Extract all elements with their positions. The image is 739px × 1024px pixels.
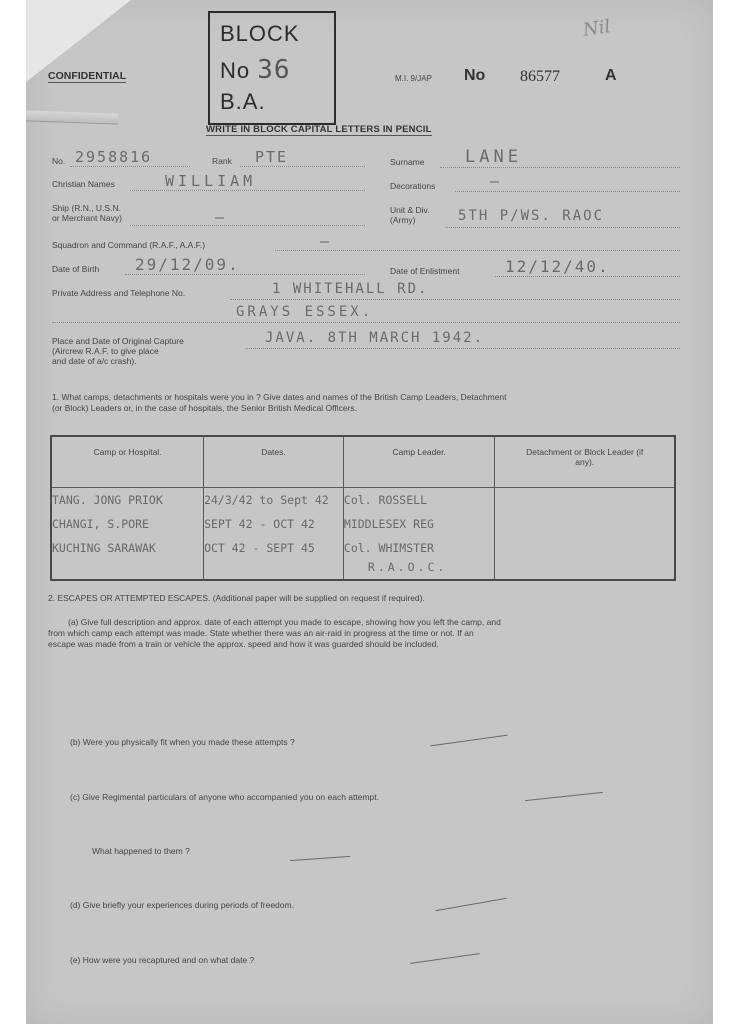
q1-text-2: (or Block) Leaders or, in the case of hospitals, the Senior British Medical Officers.: [52, 403, 358, 413]
capture-value: JAVA. 8TH MARCH 1942.: [265, 330, 485, 346]
stamp-block: BLOCK: [220, 21, 300, 46]
service-no-label: No.: [52, 156, 66, 166]
ship-label-2: or Merchant Navy): [52, 213, 122, 223]
dob-label: Date of Birth: [52, 264, 100, 274]
form-suffix: A: [605, 67, 617, 84]
table-cell: KUCHING SARAWAK: [52, 541, 156, 555]
squadron-label: Squadron and Command (R.A.F., A.A.F.): [52, 240, 206, 250]
table-header-detachment: Detachment or Block Leader (if any).: [495, 436, 675, 488]
decorations-value: —: [490, 172, 502, 190]
corner-note: Nil: [581, 16, 612, 41]
q2c-text: (c) Give Regimental particulars of anyone who accompanied you on each attempt.: [70, 792, 379, 802]
q2-heading: 2. ESCAPES OR ATTEMPTED ESCAPES. (Additional paper will be supplied on request if required).: [48, 593, 425, 603]
confidential-label: CONFIDENTIAL: [48, 70, 127, 82]
table-header-dates: Dates.: [204, 436, 344, 488]
unit-label-1: Unit & Div.: [390, 205, 430, 215]
number-symbol: No: [464, 67, 486, 84]
table-cell: TANG. JONG PRIOK: [52, 493, 163, 507]
table-cell: R.A.O.C.: [367, 560, 448, 574]
christian-names-value: WILLIAM: [165, 172, 257, 190]
address-line-2: GRAYS ESSEX.: [236, 304, 374, 320]
block-stamp: [208, 11, 336, 125]
stamp-no: No: [220, 58, 251, 83]
table-cell: OCT 42 - SEPT 45: [204, 541, 315, 555]
unit-label-2: (Army): [390, 215, 416, 225]
q2d-text: (d) Give briefly your experiences during periods of freedom.: [70, 900, 294, 910]
q1-text-1: 1. What camps, detachments or hospitals were you in ? Give dates and names of the British Camp Leaders, Detachment: [52, 392, 507, 402]
address-label: Private Address and Telephone No.: [52, 288, 186, 298]
detachment-column: [495, 488, 675, 581]
surname-value: LANE: [465, 147, 522, 167]
address-line-1: 1 WHITEHALL RD.: [272, 281, 429, 297]
ship-value: —: [215, 208, 227, 226]
table-header-leader: Camp Leader.: [343, 436, 494, 488]
capture-label-1: Place and Date of Original Capture: [52, 336, 184, 346]
q2c2-text: What happened to them ?: [92, 846, 190, 856]
form-number: 86577: [520, 68, 560, 85]
enlistment-label: Date of Enlistment: [390, 266, 460, 276]
service-no-value: 2958816: [75, 148, 153, 166]
q2a-text-2: from which camp each attempt was made. State whether there was an air-raid in progress at the time or not. If an: [48, 628, 474, 638]
stamp-ba: B.A.: [220, 89, 266, 114]
christian-names-label: Christian Names: [52, 179, 115, 189]
decorations-label: Decorations: [390, 181, 436, 191]
table-cell: Col. ROSSELL: [343, 493, 427, 507]
ship-label-1: Ship (R.N., U.S.N.: [52, 203, 121, 213]
leader-column: [343, 488, 494, 581]
rank-value: PTE: [255, 148, 289, 166]
capture-label-2: (Aircrew R.A.F. to give place: [52, 346, 159, 356]
table-cell: MIDDLESEX REG: [343, 517, 434, 531]
q2b-text: (b) Were you physically fit when you made these attempts ?: [70, 737, 295, 747]
camp-column: [51, 488, 204, 581]
q2a-text-1: (a) Give full description and approx. date of each attempt you made to escape, showing how you left the camp, and: [68, 617, 501, 627]
stamp-number-line: [220, 55, 291, 85]
rank-label: Rank: [212, 156, 232, 166]
stamp-number: 36: [257, 55, 291, 85]
table-header-camp: Camp or Hospital.: [51, 436, 204, 488]
dob-value: 29/12/09.: [135, 255, 240, 274]
table-cell: 24/3/42 to Sept 42: [204, 493, 329, 507]
dates-column: [204, 488, 344, 581]
q2e-text: (e) How were you recaptured and on what date ?: [70, 955, 255, 965]
table-cell: Col. WHIMSTER: [343, 541, 434, 555]
capture-label-3: and date of a/c crash).: [52, 356, 137, 366]
form-code: M.I. 9/JAP: [395, 74, 432, 83]
surname-label: Surname: [390, 157, 425, 167]
squadron-value: —: [320, 232, 332, 250]
enlistment-value: 12/12/40.: [505, 257, 610, 276]
unit-value: 5TH P/WS. RAOC: [458, 208, 605, 224]
q2a-text-3: escape was made from a train or vehicle the approx. speed and how it was guarded should be included.: [48, 639, 439, 649]
table-cell: SEPT 42 - OCT 42: [204, 517, 315, 531]
camps-table: [50, 435, 676, 581]
table-cell: CHANGI, S.PORE: [52, 517, 149, 531]
table-body: [51, 488, 675, 581]
instruction-heading: WRITE IN BLOCK CAPITAL LETTERS IN PENCIL: [206, 124, 432, 135]
